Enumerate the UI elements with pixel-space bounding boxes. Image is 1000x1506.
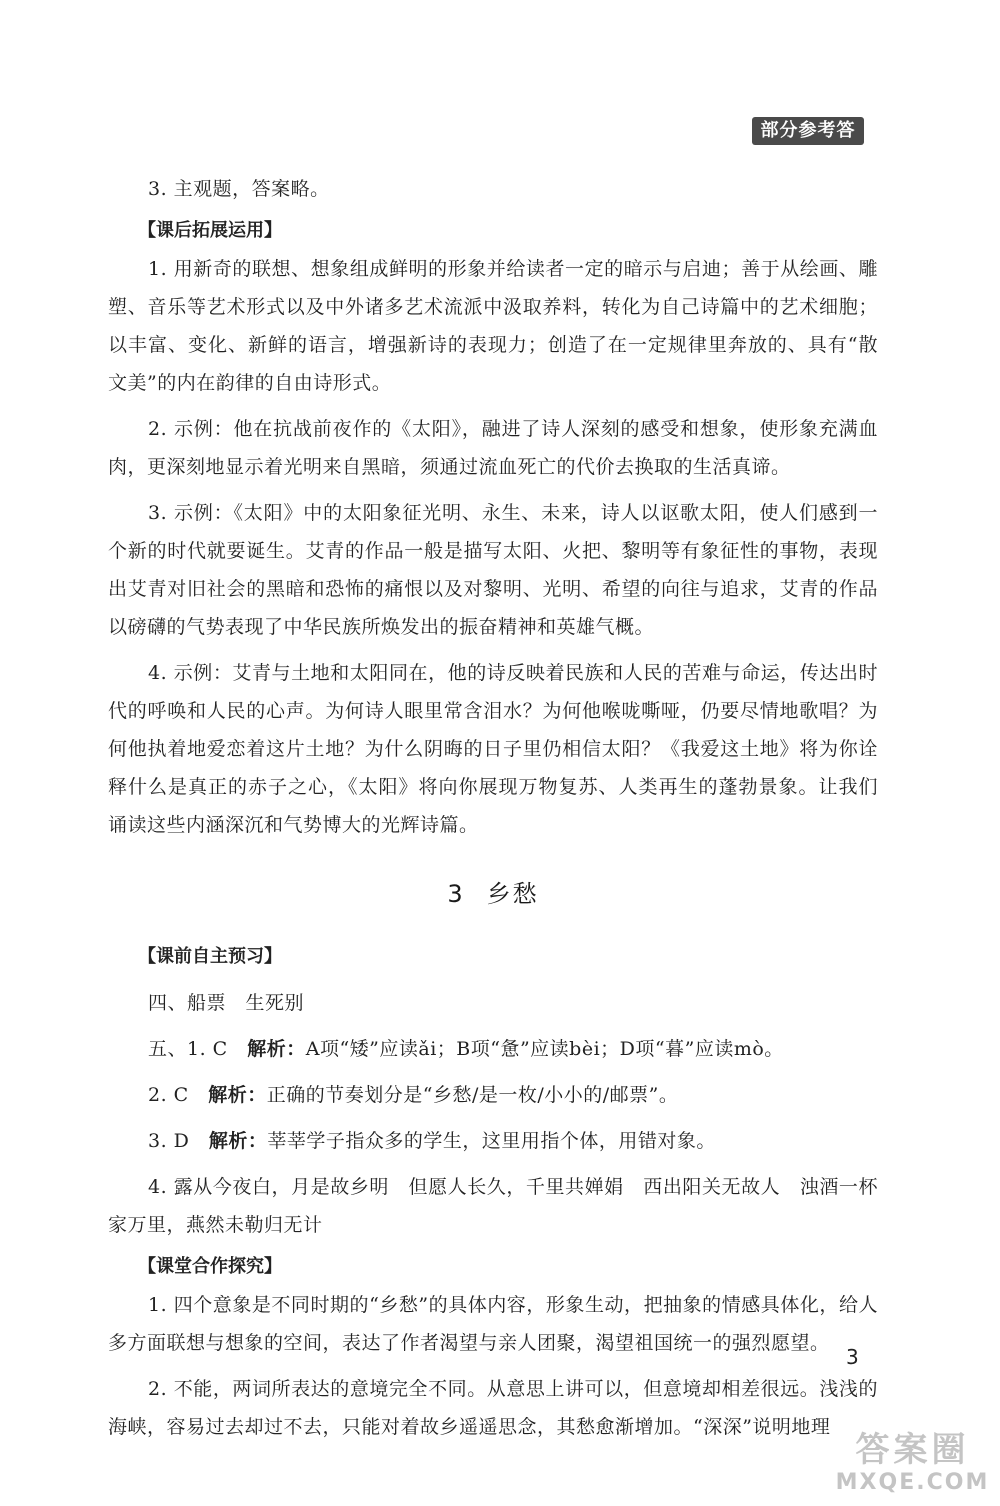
paragraph: 四、船票 生死别 [148, 992, 305, 1014]
answer-line [108, 1122, 878, 1160]
paragraph: 4. 露从今夜白，月是故乡明 但愿人长久，千里共婵娟 西出阳关无故人 浊酒一杯家万里，燕然未勒归无计 [108, 1176, 878, 1236]
analysis-label: 解析： [247, 1038, 306, 1060]
answer-prefix: 3. D [148, 1130, 209, 1152]
answer-prefix: 2. C [148, 1084, 209, 1106]
section-heading: 【课前自主预习】 [138, 946, 282, 967]
answer-text: 莘莘学子指众多的学生，这里用指个体，用错对象。 [267, 1130, 716, 1152]
lesson-title [108, 874, 878, 914]
paragraph: 3. 示例：《太阳》中的太阳象征光明、永生、未来，诗人以讴歌太阳，使人们感到一个新的时代就要诞生。艾青的作品一般是描写太阳、火把、黎明等有象征性的事物，表现出艾青对旧社会的黑暗和恐怖的痛恨以及对黎明、光明、希望的向往与追求，艾青的作品以磅礴的气势表现了中华民族所焕发出的振奋精神和英雄气概。 [108, 502, 878, 638]
answer-text: 正确的节奏划分是“乡愁/是一枚/小小的/邮票”。 [266, 1084, 679, 1106]
page-content [108, 170, 878, 1446]
answer-text: A项“矮”应读ǎi；B项“惫”应读bèi；D项“暮”应读mò。 [305, 1038, 784, 1060]
section-heading: 【课堂合作探究】 [138, 1256, 282, 1277]
section-heading: 【课后拓展运用】 [138, 220, 282, 241]
watermark-logo [830, 1430, 995, 1500]
lesson-number: 3 [447, 880, 465, 908]
paragraph: 4. 示例：艾青与土地和太阳同在，他的诗反映着民族和人民的苦难与命运，传达出时代的呼唤和人民的心声。为何诗人眼里常含泪水？为何他喉咙嘶哑，仍要尽情地歌唱？为何他执着地爱恋着这片土地？为什么阴晦的日子里仍相信太阳？《我爱这土地》将为你诠释什么是真正的赤子之心，《太阳》将向你展现万物复苏、人类再生的蓬勃景象。让我们诵读这些内涵深沉和气势博大的光辉诗篇。 [108, 662, 878, 836]
section-badge: 部分参考答案 [752, 117, 864, 145]
paragraph: 3. 主观题，答案略。 [148, 178, 330, 200]
answer-prefix: 五、1. C [148, 1038, 248, 1060]
analysis-label: 解析： [208, 1130, 268, 1152]
analysis-label: 解析： [208, 1084, 267, 1106]
paragraph: 1. 四个意象是不同时期的“乡愁”的具体内容，形象生动，把抽象的情感具体化，给人多方面联想与想象的空间，表达了作者渴望与亲人团聚，渴望祖国统一的强烈愿望。 [108, 1294, 878, 1354]
answer-line [108, 1076, 878, 1114]
lesson-name: 乡愁 [486, 880, 539, 908]
page-number: 3 [846, 1345, 859, 1369]
paragraph: 2. 示例：他在抗战前夜作的《太阳》，融进了诗人深刻的感受和想象，使形象充满血肉，更深刻地显示着光明来自黑暗，须通过流血死亡的代价去换取的生活真谛。 [108, 418, 878, 478]
answer-line [108, 1030, 878, 1068]
paragraph: 2. 不能，两词所表达的意境完全不同。从意思上讲可以，但意境却相差很远。浅浅的海峡，容易过去却过不去，只能对着故乡遥遥思念，其愁愈渐增加。“深深”说明地理 [108, 1378, 878, 1438]
watermark-text: 答案圈 [855, 1430, 970, 1470]
paragraph: 1. 用新奇的联想、想象组成鲜明的形象并给读者一定的暗示与启迪；善于从绘画、雕塑、音乐等艺术形式以及中外诸多艺术流派中汲取养料，转化为自己诗篇中的艺术细胞；以丰富、变化、新鲜的语言，增强新诗的表现力；创造了在一定规律里奔放的、具有“散文美”的内在韵律的自由诗形式。 [108, 258, 878, 394]
watermark-url: MXQE.COM [835, 1470, 990, 1495]
